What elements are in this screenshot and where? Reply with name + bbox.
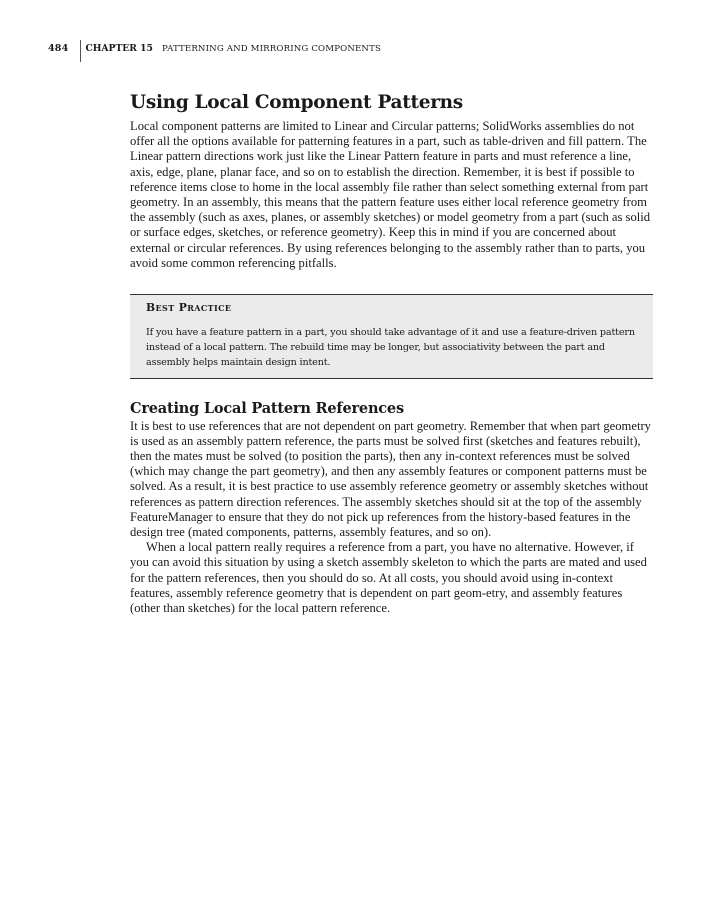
section-title: Using Local Component Patterns bbox=[130, 92, 463, 113]
callout-title: Best Practice bbox=[146, 301, 232, 315]
best-practice-callout bbox=[130, 294, 653, 379]
page-body bbox=[130, 92, 653, 616]
header-divider bbox=[80, 40, 81, 62]
section-paragraph: Local component patterns are limited to Linear and Circular patterns; SolidWorks assemblies do not offer all the options available for patterning features in a part, such as table-driven and fill pattern. The Linear pattern directions work just like the Linear Pattern feature in parts and must reference a line, axis, edge, plane, planar face, and so on to establish the direction. Remember, it is best if possible to reference items close to home in the local assembly file rather than select something external from part geometry. In an assembly, this means that the pattern feature uses either local reference geometry from the assembly (such as axes, planes, or assembly sketches) or model geometry from a part (such as solid or surface edges, sketches, or reference geometry). Keep this in mind if you are concerned about external or circular references. By using references belonging to the assembly rather than to parts, you avoid some common referencing pitfalls. bbox=[130, 119, 651, 270]
subsection-paragraph-1: It is best to use references that are not dependent on part geometry. Remember that when part geometry is used as an assembly pattern reference, the parts must be solved first (sketches and features rebuilt), then the mates must be solved (to position the parts), then any in-context references must be solved (which may change the part geometry), and then any assembly features or component patterns must be solved. As a result, it is best practice to use assembly reference geometry or assembly sketches without references as pattern direction references. The assembly sketches should sit at the top of the assembly FeatureManager to ensure that they do not pick up references from the history-based features in the design tree (mated components, patterns, assembly features, and so on). bbox=[130, 418, 651, 540]
subsection-paragraph-2: When a local pattern really requires a reference from a part, you have no alternative. However, if you can avoid this situation by using a sketch assembly skeleton to which the parts are mated and used for the pattern references, then you should do so. At all costs, you should avoid using in-context features, assembly reference geometry that is dependent on part geom-etry, and assembly features (other than sketches) for the local pattern reference. bbox=[130, 540, 647, 616]
running-header bbox=[48, 40, 381, 62]
page-number: 484 bbox=[48, 43, 69, 54]
callout-text: If you have a feature pattern in a part, you should take advantage of it and use a feature-driven pattern instead of a local pattern. The rebuild time may be longer, but associativity between the part and assembly helps maintain design intent. bbox=[146, 327, 635, 369]
chapter-label: CHAPTER 15 bbox=[85, 43, 153, 54]
chapter-title: PATTERNING AND MIRRORING COMPONENTS bbox=[161, 43, 382, 54]
subsection-title: Creating Local Pattern References bbox=[130, 399, 404, 417]
